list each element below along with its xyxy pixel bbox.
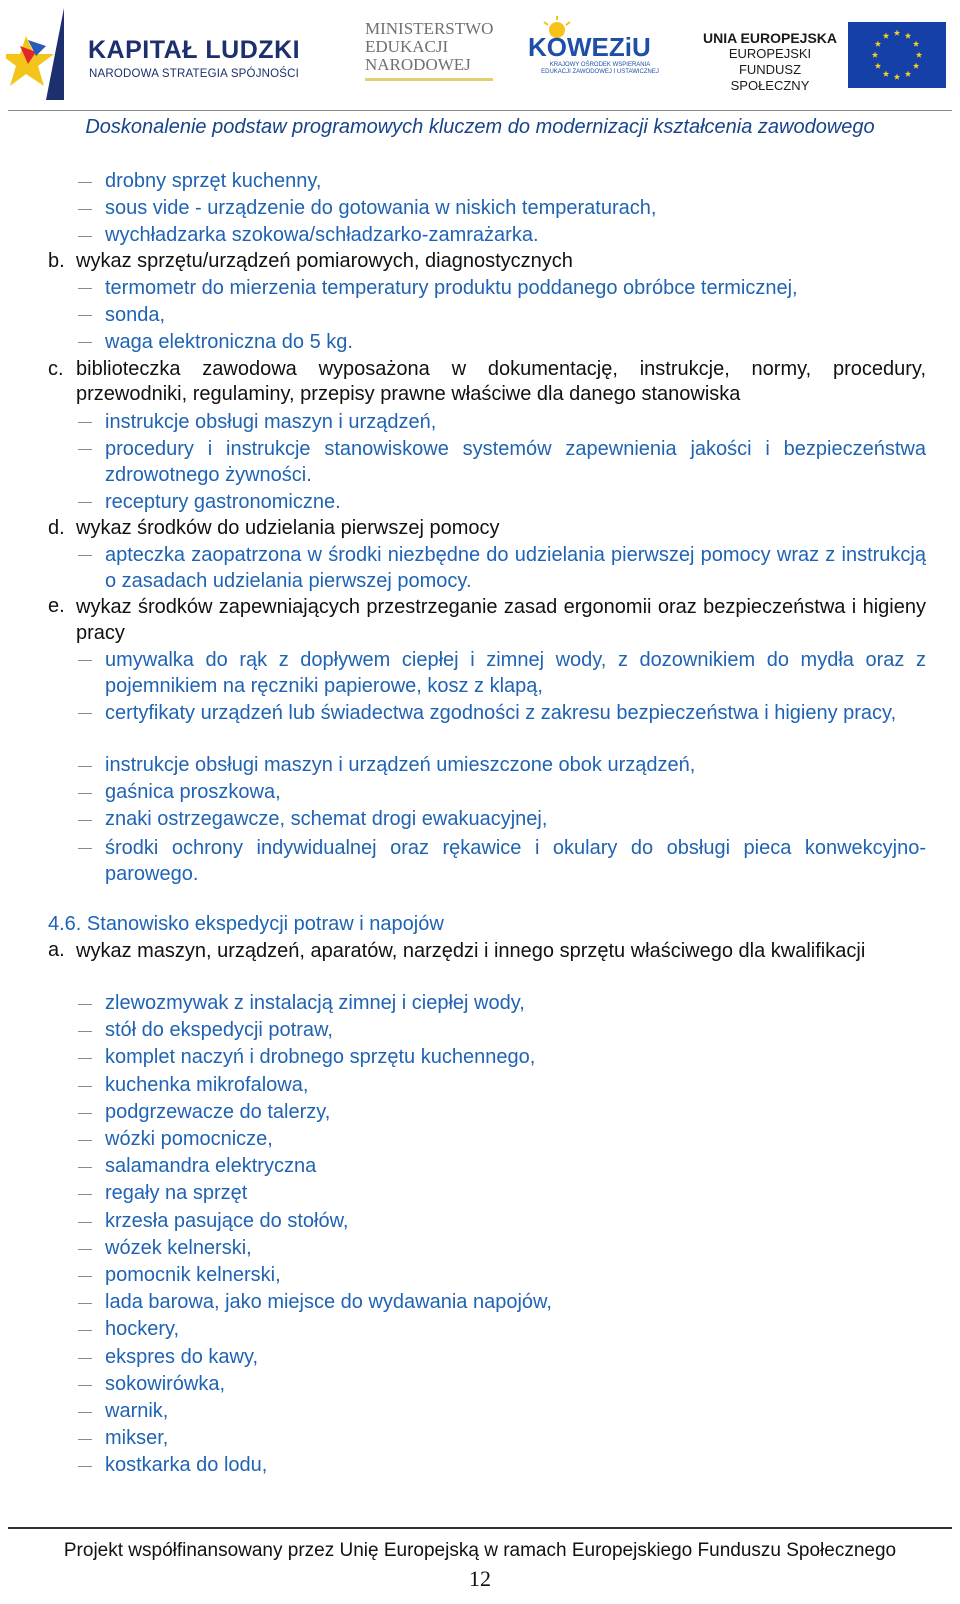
list-dash <box>78 555 92 556</box>
list-dash <box>78 1412 92 1413</box>
section-b-heading: wykaz sprzętu/urządzeń pomiarowych, diagnostycznych <box>76 250 573 272</box>
ue-line3: FUNDUSZ SPOŁECZNY <box>730 62 810 93</box>
list-dash <box>78 1249 92 1250</box>
section-c-heading: biblioteczka zawodowa wyposażona w dokumentację, instrukcje, normy, procedury, przewodniki, regulaminy, przepisy prawne właściwe dla danego stanowiska <box>76 358 926 405</box>
list-letter-b: b. <box>48 250 65 272</box>
kapital-ludzki-title: KAPITAŁ LUDZKI <box>88 36 301 64</box>
list-item: lada barowa, jako miejsce do wydawania napojów, <box>105 1291 552 1314</box>
list-item: certyfikaty urządzeń lub świadectwa zgodności z zakresu bezpieczeństwa i higieny pracy, <box>105 702 897 724</box>
header-rule <box>8 110 952 111</box>
list-letter-a: a. <box>48 939 65 961</box>
list-item: instrukcje obsługi maszyn i urządzeń umieszczone obok urządzeń, <box>105 754 696 776</box>
list-item: krzesła pasujące do stołów, <box>105 1209 349 1232</box>
ministerstwo-logo <box>365 20 493 74</box>
section-title-4-6: 4.6. Stanowisko ekspedycji potraw i napojów <box>48 913 444 935</box>
page-number: 12 <box>469 1566 491 1591</box>
list-dash <box>78 315 92 316</box>
list-item: drobny sprzęt kuchenny, <box>105 170 322 192</box>
list-item: kostkarka do lodu, <box>105 1454 268 1477</box>
list-item: sokowirówka, <box>105 1372 226 1395</box>
list-dash <box>78 1113 92 1114</box>
list-dash <box>78 713 92 714</box>
list-dash <box>78 1194 92 1195</box>
running-title: Doskonalenie podstaw programowych kluczem do modernizacji kształcenia zawodowego <box>85 116 875 138</box>
koweziu-logo-subtitle: KRAJOWY OŚRODEK WSPIERANIA EDUKACJI ZAWODOWEJ I USTAWICZNEJ <box>541 62 659 75</box>
kapital-ludzki-star-icon <box>6 6 68 102</box>
footer-text: Projekt współfinansowany przez Unię Europejską w ramach Europejskiego Funduszu Społecznego <box>63 1540 897 1561</box>
list-dash <box>78 209 92 210</box>
list-item: procedury i instrukcje stanowiskowe systemów zapewnienia jakości i bezpieczeństwa zdrowotnego żywności. <box>105 438 926 486</box>
list-item: zlewozmywak z instalacją zimnej i ciepłej wody, <box>105 992 525 1014</box>
list-dash <box>78 766 92 767</box>
list-dash <box>78 1086 92 1087</box>
section-e-heading: wykaz środków zapewniających przestrzeganie zasad ergonomii oraz bezpieczeństwa i higieny pracy <box>76 596 926 644</box>
ministerstwo-underline <box>365 78 493 81</box>
list-dash <box>78 1058 92 1059</box>
list-dash <box>78 502 92 503</box>
list-dash <box>78 1385 92 1386</box>
koweziu-logo-name: KOWEZiU <box>528 32 651 62</box>
ue-logo-text <box>700 30 840 94</box>
list-item: sonda, <box>105 304 166 326</box>
list-dash <box>78 848 92 849</box>
section-4-6-a-heading: wykaz maszyn, urządzeń, aparatów, narzędzi i innego sprzętu właściwego dla kwalifikacji <box>76 940 866 962</box>
list-letter-c: c. <box>48 358 64 380</box>
list-dash <box>78 1276 92 1277</box>
list-dash <box>78 1031 92 1032</box>
list-item: środki ochrony indywidualnej oraz rękawice i okulary do obsługi pieca konwekcyjno-parowego. <box>105 837 926 885</box>
list-item: komplet naczyń i drobnego sprzętu kuchennego, <box>105 1046 536 1069</box>
list-item: wózki pomocnicze, <box>105 1128 273 1150</box>
list-item: termometr do mierzenia temperatury produktu poddanego obróbce termicznej, <box>105 277 798 299</box>
list-dash <box>78 793 92 794</box>
list-item: ekspres do kawy, <box>105 1345 259 1368</box>
list-dash <box>78 342 92 343</box>
list-dash <box>78 1466 92 1467</box>
list-dash <box>78 1222 92 1223</box>
list-dash <box>78 236 92 237</box>
list-item: gaśnica proszkowa, <box>105 781 281 803</box>
list-dash <box>78 1358 92 1359</box>
list-dash <box>78 449 92 450</box>
list-dash <box>78 1330 92 1331</box>
list-item: pomocnik kelnerski, <box>105 1264 281 1286</box>
header-logos <box>0 0 960 108</box>
list-dash <box>78 820 92 821</box>
list-dash <box>78 1303 92 1304</box>
list-dash <box>78 1167 92 1168</box>
list-item: umywalka do rąk z dopływem ciepłej i zimnej wody, z dozownikiem do mydła oraz z pojemnikiem na ręczniki papierowe, kosz z klapą, <box>105 649 926 697</box>
list-item: stół do ekspedycji potraw, <box>105 1019 333 1042</box>
list-dash <box>78 1439 92 1440</box>
list-item: receptury gastronomiczne. <box>105 491 341 513</box>
list-dash <box>78 288 92 289</box>
section-d-heading: wykaz środków do udzielania pierwszej pomocy <box>76 517 500 539</box>
list-item: waga elektroniczna do 5 kg. <box>105 331 353 353</box>
list-item: mikser, <box>105 1427 169 1450</box>
list-item: wychładzarka szokowa/schładzarko-zamrażarka. <box>105 224 539 246</box>
ue-line2: EUROPEJSKI <box>728 46 812 61</box>
list-item: wózek kelnerski, <box>105 1236 252 1259</box>
list-item: salamandra elektryczna <box>105 1155 317 1178</box>
list-item: sous vide - urządzenie do gotowania w niskich temperaturach, <box>105 197 657 219</box>
list-letter-d: d. <box>48 517 65 539</box>
ministerstwo-line2: EDUKACJI <box>365 37 449 56</box>
list-item: podgrzewacze do talerzy, <box>105 1100 331 1123</box>
eu-flag-icon <box>848 22 946 88</box>
list-item: apteczka zaopatrzona w środki niezbędne do udzielania pierwszej pomocy wraz z instrukcją o zasadach udzielania pierwszej pomocy. <box>105 544 926 592</box>
list-item: znaki ostrzegawcze, schemat drogi ewakuacyjnej, <box>105 808 548 830</box>
ministerstwo-line3: NARODOWEJ <box>365 55 471 74</box>
list-item: instrukcje obsługi maszyn i urządzeń, <box>105 411 437 433</box>
footer-rule <box>8 1527 952 1529</box>
list-item: kuchenka mikrofalowa, <box>105 1073 309 1096</box>
list-dash <box>78 1140 92 1141</box>
list-dash <box>78 182 92 183</box>
list-letter-e: e. <box>48 595 65 617</box>
list-dash <box>78 1004 92 1005</box>
list-dash <box>78 660 92 661</box>
ministerstwo-line1: MINISTERSTWO <box>365 19 494 38</box>
ue-line1: UNIA EUROPEJSKA <box>702 30 838 46</box>
list-item: regały na sprzęt <box>105 1182 248 1205</box>
list-item: hockery, <box>105 1318 180 1341</box>
list-item: warnik, <box>105 1400 169 1422</box>
list-dash <box>78 422 92 423</box>
kapital-ludzki-subtitle: NARODOWA STRATEGIA SPÓJNOŚCI <box>89 68 300 80</box>
